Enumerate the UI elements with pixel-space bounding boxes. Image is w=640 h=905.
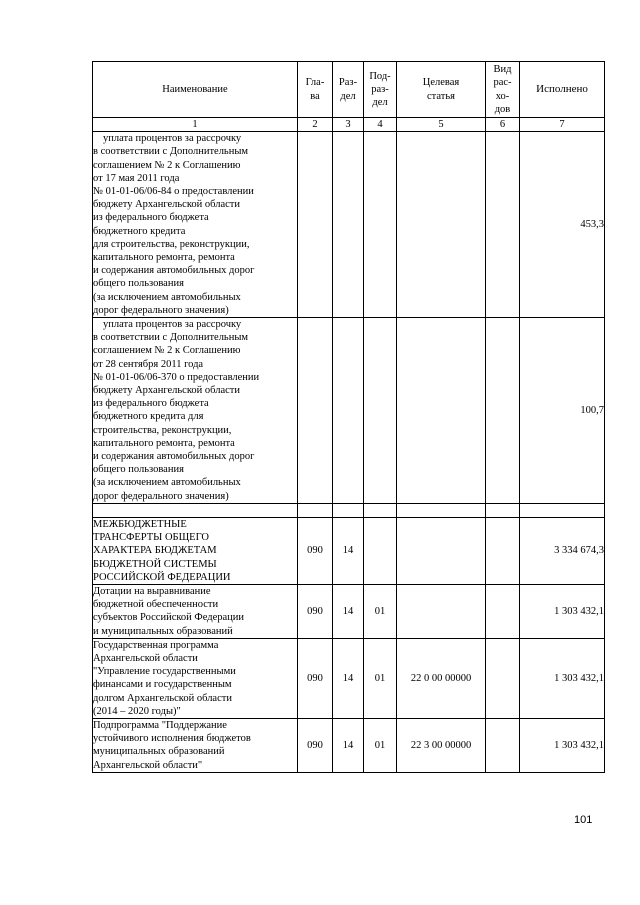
table-row bbox=[93, 318, 605, 504]
row-celevaya bbox=[397, 517, 486, 584]
row-vid bbox=[486, 318, 520, 504]
row-name: Дотации на выравнивание бюджетной обеспеченности субъектов Российской Федерации и муниципальных образований bbox=[93, 584, 298, 638]
table-row bbox=[93, 718, 605, 772]
row-glava: 090 bbox=[298, 584, 333, 638]
header-ispolneno: Исполнено bbox=[520, 62, 605, 118]
row-glava: 090 bbox=[298, 638, 333, 718]
row-name: уплата процентов за рассрочку в соответствии с Дополнительным соглашением № 2 к Соглашению от 28 сентября 2011 года № 01-01-06/06-370 о предоставлении бюджету Архангельской области из федерального бюджета бюджетного кредита для строительства, реконструкции, капитального ремонта, ремонта и содержания автомобильных дорог общего пользования (за исключением автомобильных дорог федерального значения) bbox=[93, 318, 298, 504]
row-ispolneno: 453,3 bbox=[520, 132, 605, 318]
row-ispolneno: 3 334 674,3 bbox=[520, 517, 605, 584]
colnum-1: 1 bbox=[93, 118, 298, 132]
header-vid-rashodov: Вид рас- хо- дов bbox=[486, 62, 520, 118]
row-celevaya bbox=[397, 132, 486, 318]
colnum-2: 2 bbox=[298, 118, 333, 132]
table-header-row bbox=[93, 62, 605, 118]
row-glava bbox=[298, 318, 333, 504]
table-row bbox=[93, 517, 605, 584]
row-razdel: 14 bbox=[333, 517, 364, 584]
page-number: 101 bbox=[574, 814, 593, 826]
row-razdel: 14 bbox=[333, 638, 364, 718]
empty-row bbox=[93, 503, 605, 517]
row-podrazdel: 01 bbox=[364, 638, 397, 718]
row-razdel: 14 bbox=[333, 584, 364, 638]
row-celevaya bbox=[397, 318, 486, 504]
row-name: Государственная программа Архангельской области "Управление государственными финансами и государственным долгом Архангельской области (2014 – 2020 годы)" bbox=[93, 638, 298, 718]
row-name: МЕЖБЮДЖЕТНЫЕ ТРАНСФЕРТЫ ОБЩЕГО ХАРАКТЕРА БЮДЖЕТАМ БЮДЖЕТНОЙ СИСТЕМЫ РОССИЙСКОЙ ФЕДЕРАЦИИ bbox=[93, 517, 298, 584]
header-celevaya-statya: Целевая статья bbox=[397, 62, 486, 118]
row-ispolneno: 1 303 432,1 bbox=[520, 638, 605, 718]
header-glava: Гла- ва bbox=[298, 62, 333, 118]
row-vid bbox=[486, 638, 520, 718]
row-vid bbox=[486, 584, 520, 638]
header-name: Наименование bbox=[93, 62, 298, 118]
colnum-6: 6 bbox=[486, 118, 520, 132]
row-podrazdel: 01 bbox=[364, 718, 397, 772]
row-glava bbox=[298, 132, 333, 318]
row-celevaya bbox=[397, 584, 486, 638]
colnum-5: 5 bbox=[397, 118, 486, 132]
header-podrazdel: Под- раз- дел bbox=[364, 62, 397, 118]
table-row bbox=[93, 584, 605, 638]
colnum-3: 3 bbox=[333, 118, 364, 132]
column-number-row bbox=[93, 118, 605, 132]
row-podrazdel bbox=[364, 517, 397, 584]
table-row bbox=[93, 638, 605, 718]
row-podrazdel bbox=[364, 318, 397, 504]
table-row bbox=[93, 132, 605, 318]
row-podrazdel: 01 bbox=[364, 584, 397, 638]
row-razdel bbox=[333, 132, 364, 318]
row-vid bbox=[486, 718, 520, 772]
row-celevaya: 22 0 00 00000 bbox=[397, 638, 486, 718]
row-ispolneno: 1 303 432,1 bbox=[520, 584, 605, 638]
row-name: уплата процентов за рассрочку в соответствии с Дополнительным соглашением № 2 к Соглашению от 17 мая 2011 года № 01-01-06/06-84 о предоставлении бюджету Архангельской области из федерального бюджета бюджетного кредита для строительства, реконструкции, капитального ремонта, ремонта и содержания автомобильных дорог общего пользования (за исключением автомобильных дорог федерального значения) bbox=[93, 132, 298, 318]
row-razdel: 14 bbox=[333, 718, 364, 772]
row-glava: 090 bbox=[298, 517, 333, 584]
budget-table bbox=[92, 61, 605, 773]
row-celevaya: 22 3 00 00000 bbox=[397, 718, 486, 772]
colnum-7: 7 bbox=[520, 118, 605, 132]
row-vid bbox=[486, 132, 520, 318]
row-glava: 090 bbox=[298, 718, 333, 772]
colnum-4: 4 bbox=[364, 118, 397, 132]
row-podrazdel bbox=[364, 132, 397, 318]
row-ispolneno: 100,7 bbox=[520, 318, 605, 504]
row-name: Подпрограмма "Поддержание устойчивого исполнения бюджетов муниципальных образований Архангельской области" bbox=[93, 718, 298, 772]
row-ispolneno: 1 303 432,1 bbox=[520, 718, 605, 772]
row-razdel bbox=[333, 318, 364, 504]
row-vid bbox=[486, 517, 520, 584]
header-razdel: Раз- дел bbox=[333, 62, 364, 118]
